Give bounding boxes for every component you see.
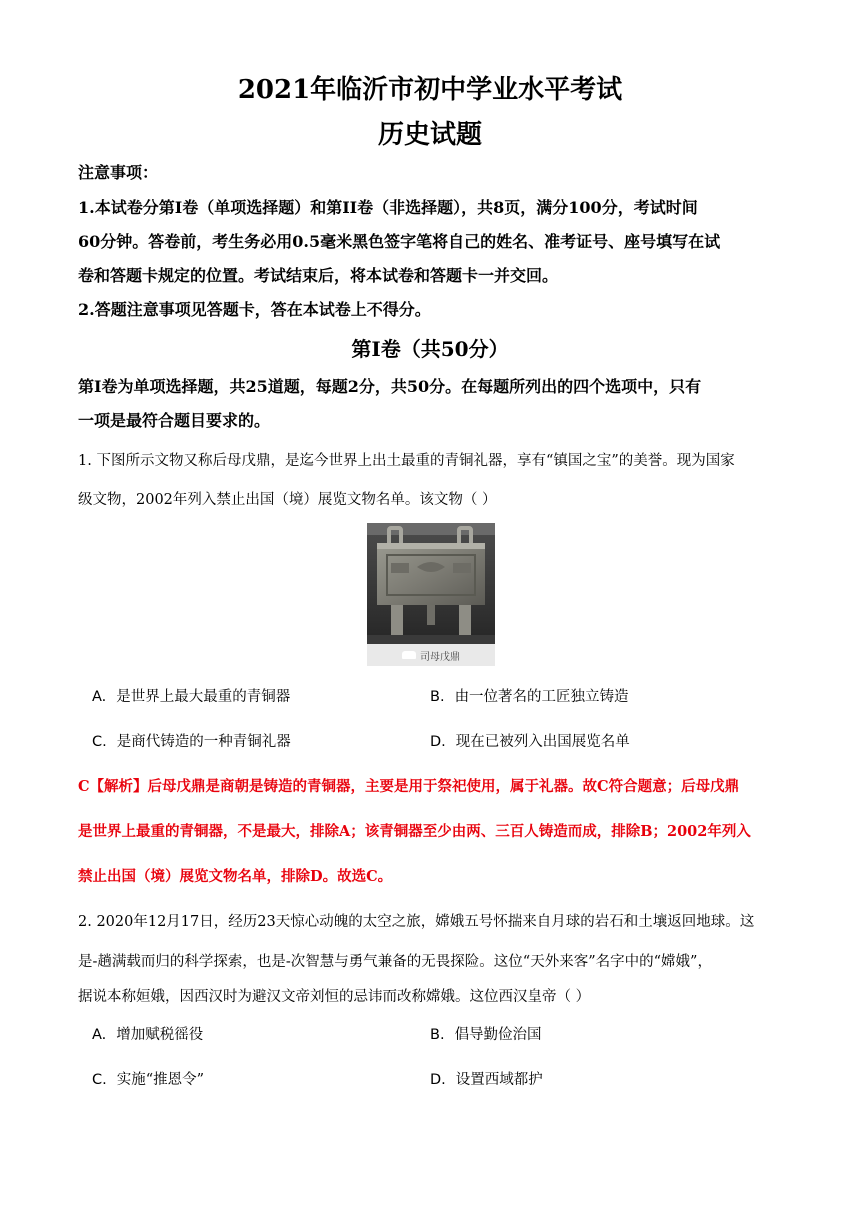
- option-letter: B.: [430, 1027, 445, 1043]
- question-2-option-a[interactable]: [92, 1023, 203, 1047]
- notice-line: 1.本试卷分第Ⅰ卷（单项选择题）和第II卷（非选择题），共8页，满分100分，考试时间: [78, 198, 698, 217]
- exam-subtitle: 历史试题: [377, 120, 482, 150]
- option-letter: A.: [92, 689, 107, 705]
- question-1-analysis: C【解析】后母戊鼎是商朝是铸造的青铜器，主要是用于祭祀使用，属于礼器。故C符合题意；后母戊鼎: [78, 778, 740, 795]
- exam-title: 2021年临沂市初中学业水平考试: [237, 75, 623, 105]
- option-text: 是商代铸造的一种青铜礼器: [116, 734, 291, 750]
- option-letter: B.: [430, 689, 445, 705]
- section-instructions: 一项是最符合题目要求的。: [78, 411, 271, 430]
- option-text: 是世界上最大最重的青铜器: [116, 689, 291, 705]
- option-text: 倡导勤俭治国: [454, 1027, 542, 1043]
- notice-heading: 注意事项：: [78, 163, 159, 182]
- question-2-text: 据说本称姮娥，因西汉时为避汉文帝刘恒的忌讳而改称嫦娥。这位西汉皇帝（ ）: [78, 989, 591, 1005]
- option-letter: A.: [92, 1027, 107, 1043]
- option-letter: D.: [430, 734, 446, 750]
- question-1-analysis: 禁止出国（境）展览文物名单，排除D。故选C。: [78, 868, 393, 885]
- option-text: 现在已被列入出国展览名单: [455, 734, 630, 750]
- caption-ding-icon: [402, 651, 416, 659]
- option-letter: D.: [430, 1072, 446, 1088]
- question-2-option-c[interactable]: [92, 1068, 204, 1092]
- question-2-option-b[interactable]: [430, 1023, 542, 1047]
- notice-line: 卷和答题卡规定的位置。考试结束后，将本试卷和答题卡一并交回。: [78, 266, 559, 285]
- question-1-option-b[interactable]: [430, 685, 629, 709]
- option-text: 实施“推恩令”: [116, 1072, 205, 1088]
- question-1-analysis: 是世界上最重的青铜器，不是最大，排除A；该青铜器至少由两、三百人铸造而成，排除B；2002年列入: [78, 823, 751, 840]
- figure-caption: [367, 644, 495, 666]
- figure-caption-text: 司母戊鼎: [420, 651, 460, 663]
- option-text: 增加赋税徭役: [116, 1027, 204, 1043]
- option-text: 由一位著名的工匠独立铸造: [454, 689, 629, 705]
- question-2-text: 是-趟满载而归的科学探索，也是-次智慧与勇气兼备的无畏探险。这位“天外来客”名字中的“嫦娥”，: [78, 954, 712, 970]
- notice-line: 2.答题注意事项见答题卡，答在本试卷上不得分。: [78, 300, 431, 319]
- section-title: 第Ⅰ卷（共50分）: [351, 337, 509, 361]
- option-letter: C.: [92, 734, 107, 750]
- question-1-text: 1. 下图所示文物又称后母戊鼎，是迄今世界上出土最重的青铜礼器，享有“镇国之宝”的美誉。现为国家: [78, 453, 735, 469]
- option-letter: C.: [92, 1072, 107, 1088]
- question-1-option-d[interactable]: [430, 730, 630, 754]
- question-2-option-d[interactable]: [430, 1068, 543, 1092]
- question-1-option-a[interactable]: [92, 685, 290, 709]
- question-1-text: 级文物，2002年列入禁止出国（境）展览文物名单。该文物（ ）: [78, 492, 497, 508]
- bronze-ding-image: [367, 523, 495, 666]
- section-instructions: 第Ⅰ卷为单项选择题，共25道题，每题2分，共50分。在每题所列出的四个选项中，只有: [78, 377, 702, 396]
- question-1-option-c[interactable]: [92, 730, 291, 754]
- notice-line: 60分钟。答卷前，考生务必用0.5毫米黑色签字笔将自己的姓名、准考证号、座号填写在试: [78, 232, 721, 251]
- question-2-text: 2. 2020年12月17日，经历23天惊心动魄的太空之旅，嫦娥五号怀揣来自月球的岩石和土壤返回地球。这: [78, 914, 755, 930]
- option-text: 设置西域都护: [455, 1072, 543, 1088]
